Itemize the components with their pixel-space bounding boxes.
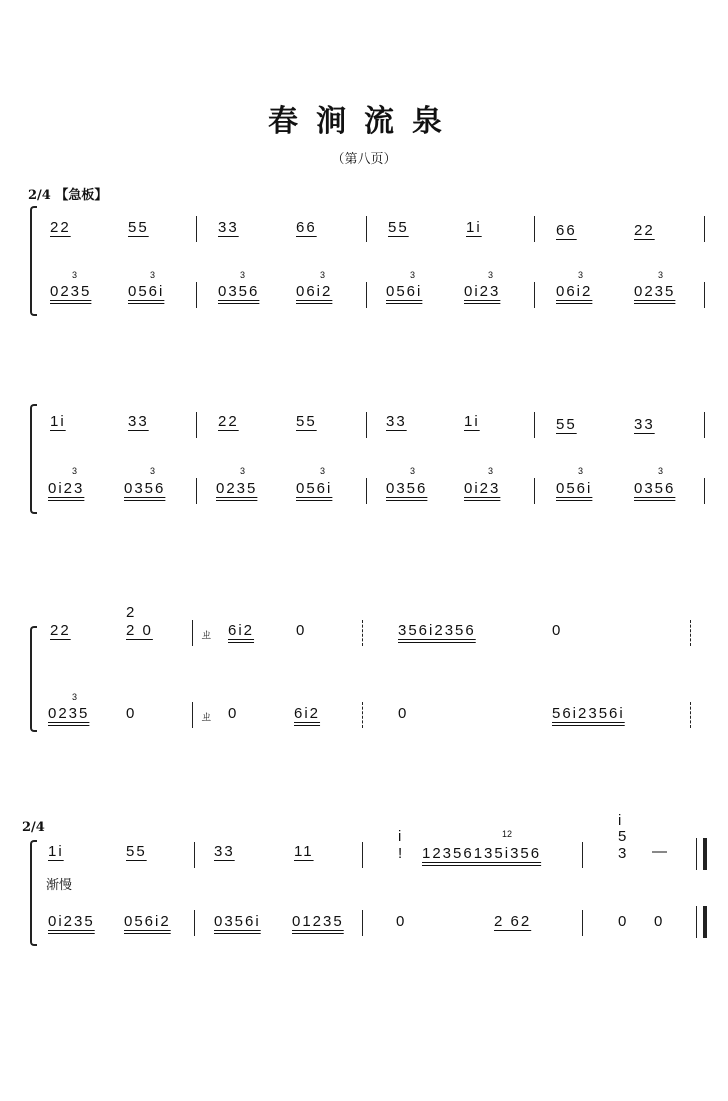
- note-group: 33: [128, 413, 149, 430]
- note-group: 0: [654, 913, 665, 930]
- note-group: 0356: [634, 480, 676, 497]
- barline: [194, 910, 195, 936]
- note-group: i: [618, 812, 624, 829]
- note-group: 01235: [292, 913, 344, 930]
- barline: [194, 842, 195, 868]
- triplet-mark: 3: [658, 466, 664, 476]
- barline: [366, 282, 367, 308]
- barline: [362, 842, 363, 868]
- triplet-mark: 3: [320, 466, 326, 476]
- barline: [690, 702, 691, 728]
- note-group: 56i2356i: [552, 705, 625, 722]
- note-group: 33: [386, 413, 407, 430]
- barline: [362, 702, 363, 728]
- note-group: 55: [126, 843, 147, 860]
- note-group: 0235: [48, 705, 90, 722]
- note-group: 6i2: [228, 622, 255, 639]
- note-group: 0i23: [48, 480, 85, 497]
- note-group: 0235: [216, 480, 258, 497]
- note-group: 6i2: [294, 705, 321, 722]
- note-group: 55: [128, 219, 149, 236]
- barline: [196, 478, 197, 504]
- note-group: 056i: [386, 283, 423, 300]
- barline: [704, 478, 705, 504]
- barline: [196, 216, 197, 242]
- triplet-mark: 3: [150, 270, 156, 280]
- note-group: 2 62: [494, 913, 532, 930]
- triplet-mark: 3: [658, 270, 664, 280]
- page-subtitle: （第八页）: [331, 152, 397, 167]
- note-group: 056i: [296, 480, 333, 497]
- barline: [192, 620, 193, 646]
- final-barline: [696, 838, 707, 870]
- final-barline: [696, 906, 707, 938]
- articulation-mark: i: [398, 828, 404, 845]
- triplet-mark: 3: [410, 270, 416, 280]
- note-group: 66: [556, 222, 577, 239]
- barline: [704, 216, 705, 242]
- note-group: 11: [294, 843, 314, 860]
- barline: [534, 478, 535, 504]
- system-bracket: [30, 626, 37, 732]
- note-group: 0: [126, 705, 137, 722]
- triplet-mark: 3: [410, 466, 416, 476]
- triplet-mark: 3: [240, 270, 246, 280]
- note-group: 5: [618, 828, 629, 845]
- barline: [366, 478, 367, 504]
- barline: [690, 620, 691, 646]
- tempo-marking: 2/4 【急板】: [28, 188, 108, 203]
- barline: [366, 216, 367, 242]
- triplet-mark: 3: [578, 466, 584, 476]
- barline: [362, 620, 363, 646]
- note-group: 55: [556, 416, 577, 433]
- note-group: 0: [618, 913, 629, 930]
- note-group: 0356: [124, 480, 166, 497]
- triplet-mark: 3: [240, 466, 246, 476]
- note-group: 0: [396, 913, 407, 930]
- note-group: 06i2: [556, 283, 593, 300]
- note-group: 0356: [386, 480, 428, 497]
- note-group: 22: [634, 222, 655, 239]
- articulation-mark: !: [398, 845, 405, 862]
- barline: [362, 910, 363, 936]
- note-group: 0i23: [464, 283, 501, 300]
- note-group: 66: [296, 219, 317, 236]
- note-group: 22: [50, 219, 71, 236]
- note-group: 0i235: [48, 913, 95, 930]
- note-group: 06i2: [296, 283, 333, 300]
- note-group: 0: [228, 705, 239, 722]
- sustain-dash: —: [652, 843, 667, 860]
- note-group: 0356: [218, 283, 260, 300]
- note-group: 1i: [466, 219, 482, 236]
- note-group: 0i23: [464, 480, 501, 497]
- note-group: 2 0: [126, 622, 153, 639]
- triplet-mark: 3: [488, 466, 494, 476]
- triplet-mark: 3: [320, 270, 326, 280]
- note-group: 0356i: [214, 913, 261, 930]
- note-group: 056i: [128, 283, 165, 300]
- barline: [704, 282, 705, 308]
- triplet-mark: 3: [72, 466, 78, 476]
- note-group: 12356135i356: [422, 845, 542, 862]
- barline: [534, 412, 535, 438]
- barline: [366, 412, 367, 438]
- expression-mark: 渐慢: [46, 878, 73, 893]
- note-group: 1i: [50, 413, 66, 430]
- chord-top-note: 2: [126, 604, 137, 621]
- barline: [192, 702, 193, 728]
- barline: [534, 282, 535, 308]
- barline: [582, 910, 583, 936]
- system-bracket: [30, 840, 37, 946]
- barline: [196, 412, 197, 438]
- note-group: 0235: [634, 283, 676, 300]
- note-group: 22: [50, 622, 71, 639]
- note-group: 356i2356: [398, 622, 476, 639]
- tempo-marking: 2/4: [22, 820, 45, 835]
- note-group: 3: [618, 845, 629, 862]
- note-group: 0: [552, 622, 563, 639]
- note-group: 33: [214, 843, 235, 860]
- note-group: 0: [296, 622, 307, 639]
- note-group: 0: [398, 705, 409, 722]
- harmonic-mark: ㄓ: [200, 628, 214, 643]
- note-group: 1i: [464, 413, 480, 430]
- barline: [196, 282, 197, 308]
- tuplet-mark: 12: [502, 829, 513, 839]
- note-group: 056i: [556, 480, 593, 497]
- system-bracket: [30, 404, 37, 514]
- harmonic-mark: ㄓ: [200, 710, 214, 725]
- triplet-mark: 3: [150, 466, 156, 476]
- system-bracket: [30, 206, 37, 316]
- note-group: 33: [634, 416, 655, 433]
- triplet-mark: 3: [72, 270, 78, 280]
- triplet-mark: 3: [578, 270, 584, 280]
- barline: [534, 216, 535, 242]
- note-group: 056i2: [124, 913, 171, 930]
- note-group: 55: [296, 413, 317, 430]
- barline: [704, 412, 705, 438]
- triplet-mark: 3: [488, 270, 494, 280]
- note-group: 33: [218, 219, 239, 236]
- note-group: 55: [388, 219, 409, 236]
- note-group: 1i: [48, 843, 64, 860]
- barline: [582, 842, 583, 868]
- note-group: 0235: [50, 283, 92, 300]
- page-title: 春涧流泉: [268, 104, 460, 139]
- note-group: 22: [218, 413, 239, 430]
- triplet-mark: 3: [72, 692, 78, 702]
